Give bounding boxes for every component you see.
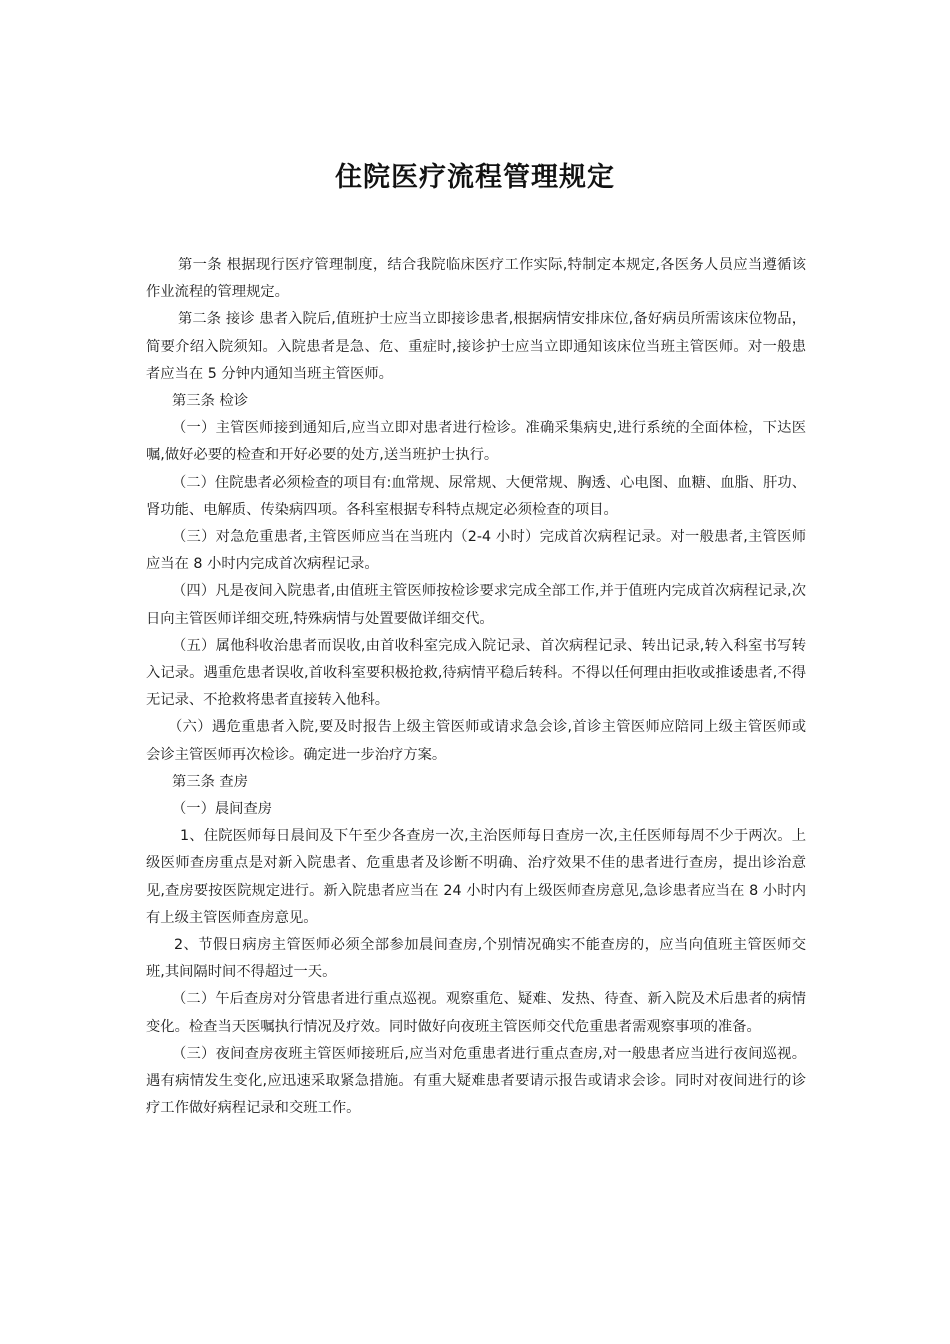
clause-paragraph: （三）对急危重患者,主管医师应当在当班内（2-4 小时）完成首次病程记录。对一般患者,主管医师应当在 8 小时内完成首次病程记录。 [146,529,806,573]
document-body [146,252,806,1123]
clause-paragraph: （一）主管医师接到通知后,应当立即对患者进行检诊。准确采集病史,进行系统的全面体检，下达医嘱,做好必要的检查和开好必要的处方,送当班护士执行。 [146,420,806,464]
article-2-paragraph: 第二条 接诊 患者入院后,值班护士应当立即接诊患者,根据病情安排床位,备好病员所需该床位物品，简要介绍入院须知。入院患者是急、危、重症时,接诊护士应当立即通知该床位当班主管医师。对一般患者应当在 5 分钟内通知当班主管医师。 [146,311,806,382]
clause-paragraph: （二）午后查房对分管患者进行重点巡视。观察重危、疑难、发热、待查、新入院及术后患者的病情变化。检查当天医嘱执行情况及疗效。同时做好向夜班主管医师交代危重患者需观察事项的准备。 [146,991,806,1035]
clause-paragraph: （四）凡是夜间入院患者,由值班主管医师按检诊要求完成全部工作,并于值班内完成首次病程记录,次日向主管医师详细交班,特殊病情与处置要做详细交代。 [146,583,806,627]
article-3-heading: 第三条 检诊 [172,393,249,410]
document-title: 住院医疗流程管理规定 [335,162,615,193]
clause-paragraph: （五）属他科收治患者而误收,由首收科室完成入院记录、首次病程记录、转出记录,转入科室书写转入记录。遇重危患者误收,首收科室要积极抢救,待病情平稳后转科。不得以任何理由拒收或推诿患者,不得无记录、不抢救将患者直接转入他科。 [146,637,806,709]
clause-paragraph: （六）遇危重患者入院,要及时报告上级主管医师或请求急会诊,首诊主管医师应陪同上级主管医师或会诊主管医师再次检诊。确定进一步治疗方案。 [146,719,806,763]
clause-heading: （一）晨间查房 [172,801,273,818]
numbered-paragraph: 1、住院医师每日晨间及下午至少各查房一次,主治医师每日查房一次,主任医师每周不少于两次。上级医师查房重点是对新入院患者、危重患者及诊断不明确、治疗效果不佳的患者进行查房，提出诊治意见,查房要按医院规定进行。新入院患者应当在 24 小时内有上级医师查房意见,急诊患者应当在 8 小时内有上级主管医师查房意见。 [146,828,806,926]
article-1-paragraph: 第一条 根据现行医疗管理制度，结合我院临床医疗工作实际,特制定本规定,各医务人员应当遵循该作业流程的管理规定。 [146,257,806,301]
clause-paragraph: （三）夜间查房夜班主管医师接班后,应当对危重患者进行重点查房,对一般患者应当进行夜间巡视。遇有病情发生变化,应迅速采取紧急措施。有重大疑难患者要请示报告或请求会诊。同时对夜间进行的诊疗工作做好病程记录和交班工作。 [146,1045,806,1117]
clause-paragraph: （二）住院患者必须检查的项目有:血常规、尿常规、大便常规、胸透、心电图、血糖、血脂、肝功、肾功能、电解质、传染病四项。各科室根据专科特点规定必须检查的项目。 [146,474,806,518]
numbered-paragraph: 2、节假日病房主管医师必须全部参加晨间查房,个别情况确实不能查房的，应当向值班主管医师交班,其间隔时间不得超过一天。 [146,937,806,981]
article-heading-rounds: 第三条 查房 [172,773,249,790]
